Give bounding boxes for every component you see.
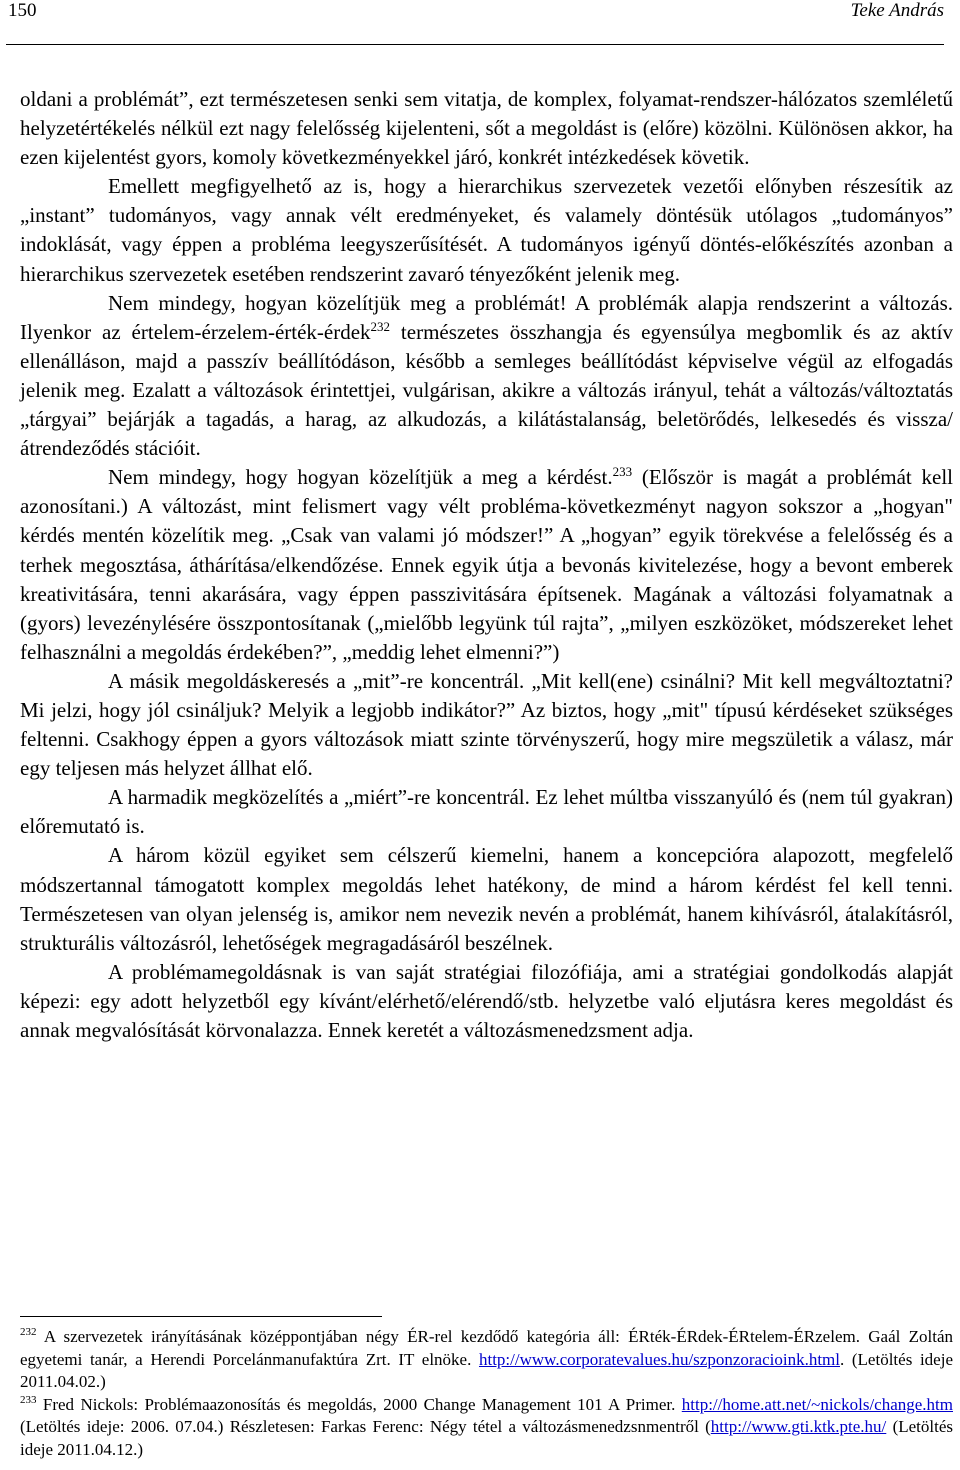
footnote-text-mid: (Letöltés ideje: 2006. 07.04.) Részletesen: Farkas Ferenc: Négy tétel a változásmenedzsnmentről ( <box>20 1417 711 1437</box>
paragraph-3 <box>20 289 953 464</box>
paragraph-7: A három közül egyiket sem célszerű kiemelni, hanem a koncepcióra alapozott, megfelelő módszertannal támogatott komplex megoldás lehet hatékony, de mind a három kérdést fel kell tenni. Természetesen van olyan jelenség is, amikor nem nevezik nevén a problémát, hanem kihívásról, átalakításról, strukturális változásról, lehetőségek megragadásáról beszélnek. <box>20 843 953 955</box>
footnote-text-end: (Letöltés ideje 2011.04.12.) <box>20 1417 953 1459</box>
paragraph-1: oldani a problémát”, ezt természetesen senki sem vitatja, de komplex, folyamat-rendszer-hálózatos szemléletű helyzetértékelés nélkül ezt nagy felelősség kijelenteni, sőt a megoldást is (előre) közölni. Különösen akkor, ha ezen kijelentést gyors, komoly következményekkel járó, konkrét intézkedések követik. <box>20 87 953 170</box>
paragraph-5: A másik megoldáskeresés a „mit”-re koncentrál. „Mit kell(ene) csinálni? Mit kell megváltoztatni? Mi jelzi, hogy jól csináljuk? Melyik a legjobb indikátor?” Az biztos, hogy „mit" típusú kérdéseket szükséges feltenni. Csakhogy éppen a gyors változások miatt szinte törvényszerű, hogy mire megszületik a válasz, már egy teljesen más helyzet állhat elő. <box>20 668 953 781</box>
running-head-author: Teke András <box>850 0 944 21</box>
body-text <box>20 85 953 1045</box>
footnote-separator <box>20 1316 382 1317</box>
paragraph-6: A harmadik megközelítés a „miért”-re koncentrál. Ez lehet múltba visszanyúló és (nem túl gyakran) előremutató is. <box>20 785 953 839</box>
footnote-text-end: . (Letöltés ideje 2011.04.02.) <box>20 1349 953 1392</box>
footnote-232 <box>20 1326 953 1394</box>
footnote-number: 233 <box>20 1393 37 1406</box>
footnote-text: Fred Nickols: Problémaazonosítás és megoldás, 2000 Change Management 101 A Primer. <box>36 1394 682 1414</box>
page-number: 150 <box>8 0 37 21</box>
footnote-link[interactable]: http://www.corporatevalues.hu/szponzoracioink.html <box>478 1349 840 1369</box>
footnote-link-2[interactable]: http://www.gti.ktk.pte.hu/ <box>710 1417 887 1437</box>
page-header <box>6 0 944 45</box>
paragraph-4-text-b: (Először is magát a problémát kell azonosítani.) A változást, mint felismert vagy vélt probléma-következményt nagyon sokszor a „hogyan" kérdés mentén közelítik meg. „Csak van valami jó módszer!” A „hogyan” egyik törekvése a felelősség és a terhek megosztása, áthárítása/elkendőzése. Ennek egyik útja a bevonás kivitelezése, hogy a bevont emberek kreativitására, tenni akarására, vagy éppen passzivitására építsenek. Magának a változási folyamatnak a (gyors) levezénylésére összpontosítanak („mielőbb legyünk túl rajta”, „milyen eszközöket, módszereket lehet felhasználni a megoldás érdekében?”, „meddig lehet elmenni?”) <box>20 465 953 664</box>
footnote-ref-233[interactable]: 233 <box>612 464 633 480</box>
footnote-ref-232[interactable]: 232 <box>370 318 391 334</box>
footnote-number: 232 <box>20 1326 37 1338</box>
paragraph-2: Emellett megfigyelhető az is, hogy a hierarchikus szervezetek vezetői előnyben részesítik az „instant” tudományos, vagy annak vélt eredményeket, és valamely döntésük utólagos „tudományos” indoklását, vagy éppen a probléma leegyszerűsítését. A tudományos igényű döntés-előkészítés azonban a hierarchikus szervezetek esetében rendszerint zavaró tényezőként jelenik meg. <box>20 174 953 286</box>
paragraph-3-text-b: természetes összhangja és egyensúlya megbomlik és az aktív ellenálláson, majd a passzív beállítódáson, később a semleges beállítódást képviselve végül az elfogadás jelenik meg. Ezalatt a változások érintettjei, vulgárisan, akikre a változás irányul, tehát a változás/változtatás „tárgyai” bejárják a tagadás, a harag, az alkudozás, a kilátástalanság, beletörődés, lelkesedés és vissza/átrendeződés stációit. <box>20 319 953 461</box>
paragraph-4 <box>20 463 953 667</box>
footnotes <box>20 1326 953 1462</box>
paragraph-4-text-a: Nem mindegy, hogy hogyan közelítjük a meg a kérdést. <box>108 465 613 490</box>
footnote-233 <box>20 1394 953 1462</box>
footnote-text: A szervezetek irányításának középpontjában négy ÉR-rel kezdődő kategória áll: ÉRték-ÉRdek-ÉRtelem-ÉRzelem. Gaál Zoltán egyetemi tanár, a Herendi Porcelánmanufaktúra Zrt. IT elnöke. <box>20 1327 953 1369</box>
paragraph-3-text-a: Nem mindegy, hogyan közelítjük meg a problémát! A problémák alapja rendszerint a változás. Ilyenkor az értelem-érzelem-érték-érdek <box>20 290 953 344</box>
paragraph-8: A problémamegoldásnak is van saját stratégiai filozófiája, ami a stratégiai gondolkodás alapját képezi: egy adott helyzetből egy kívánt/elérhető/elérendő/stb. helyzetbe való eljutásra keres megoldást és annak megvalósítását körvonalazza. Ennek keretét a változásmenedzsment adja. <box>20 959 953 1042</box>
footnote-link[interactable]: http://home.att.net/~nickols/change.htm <box>681 1394 953 1414</box>
